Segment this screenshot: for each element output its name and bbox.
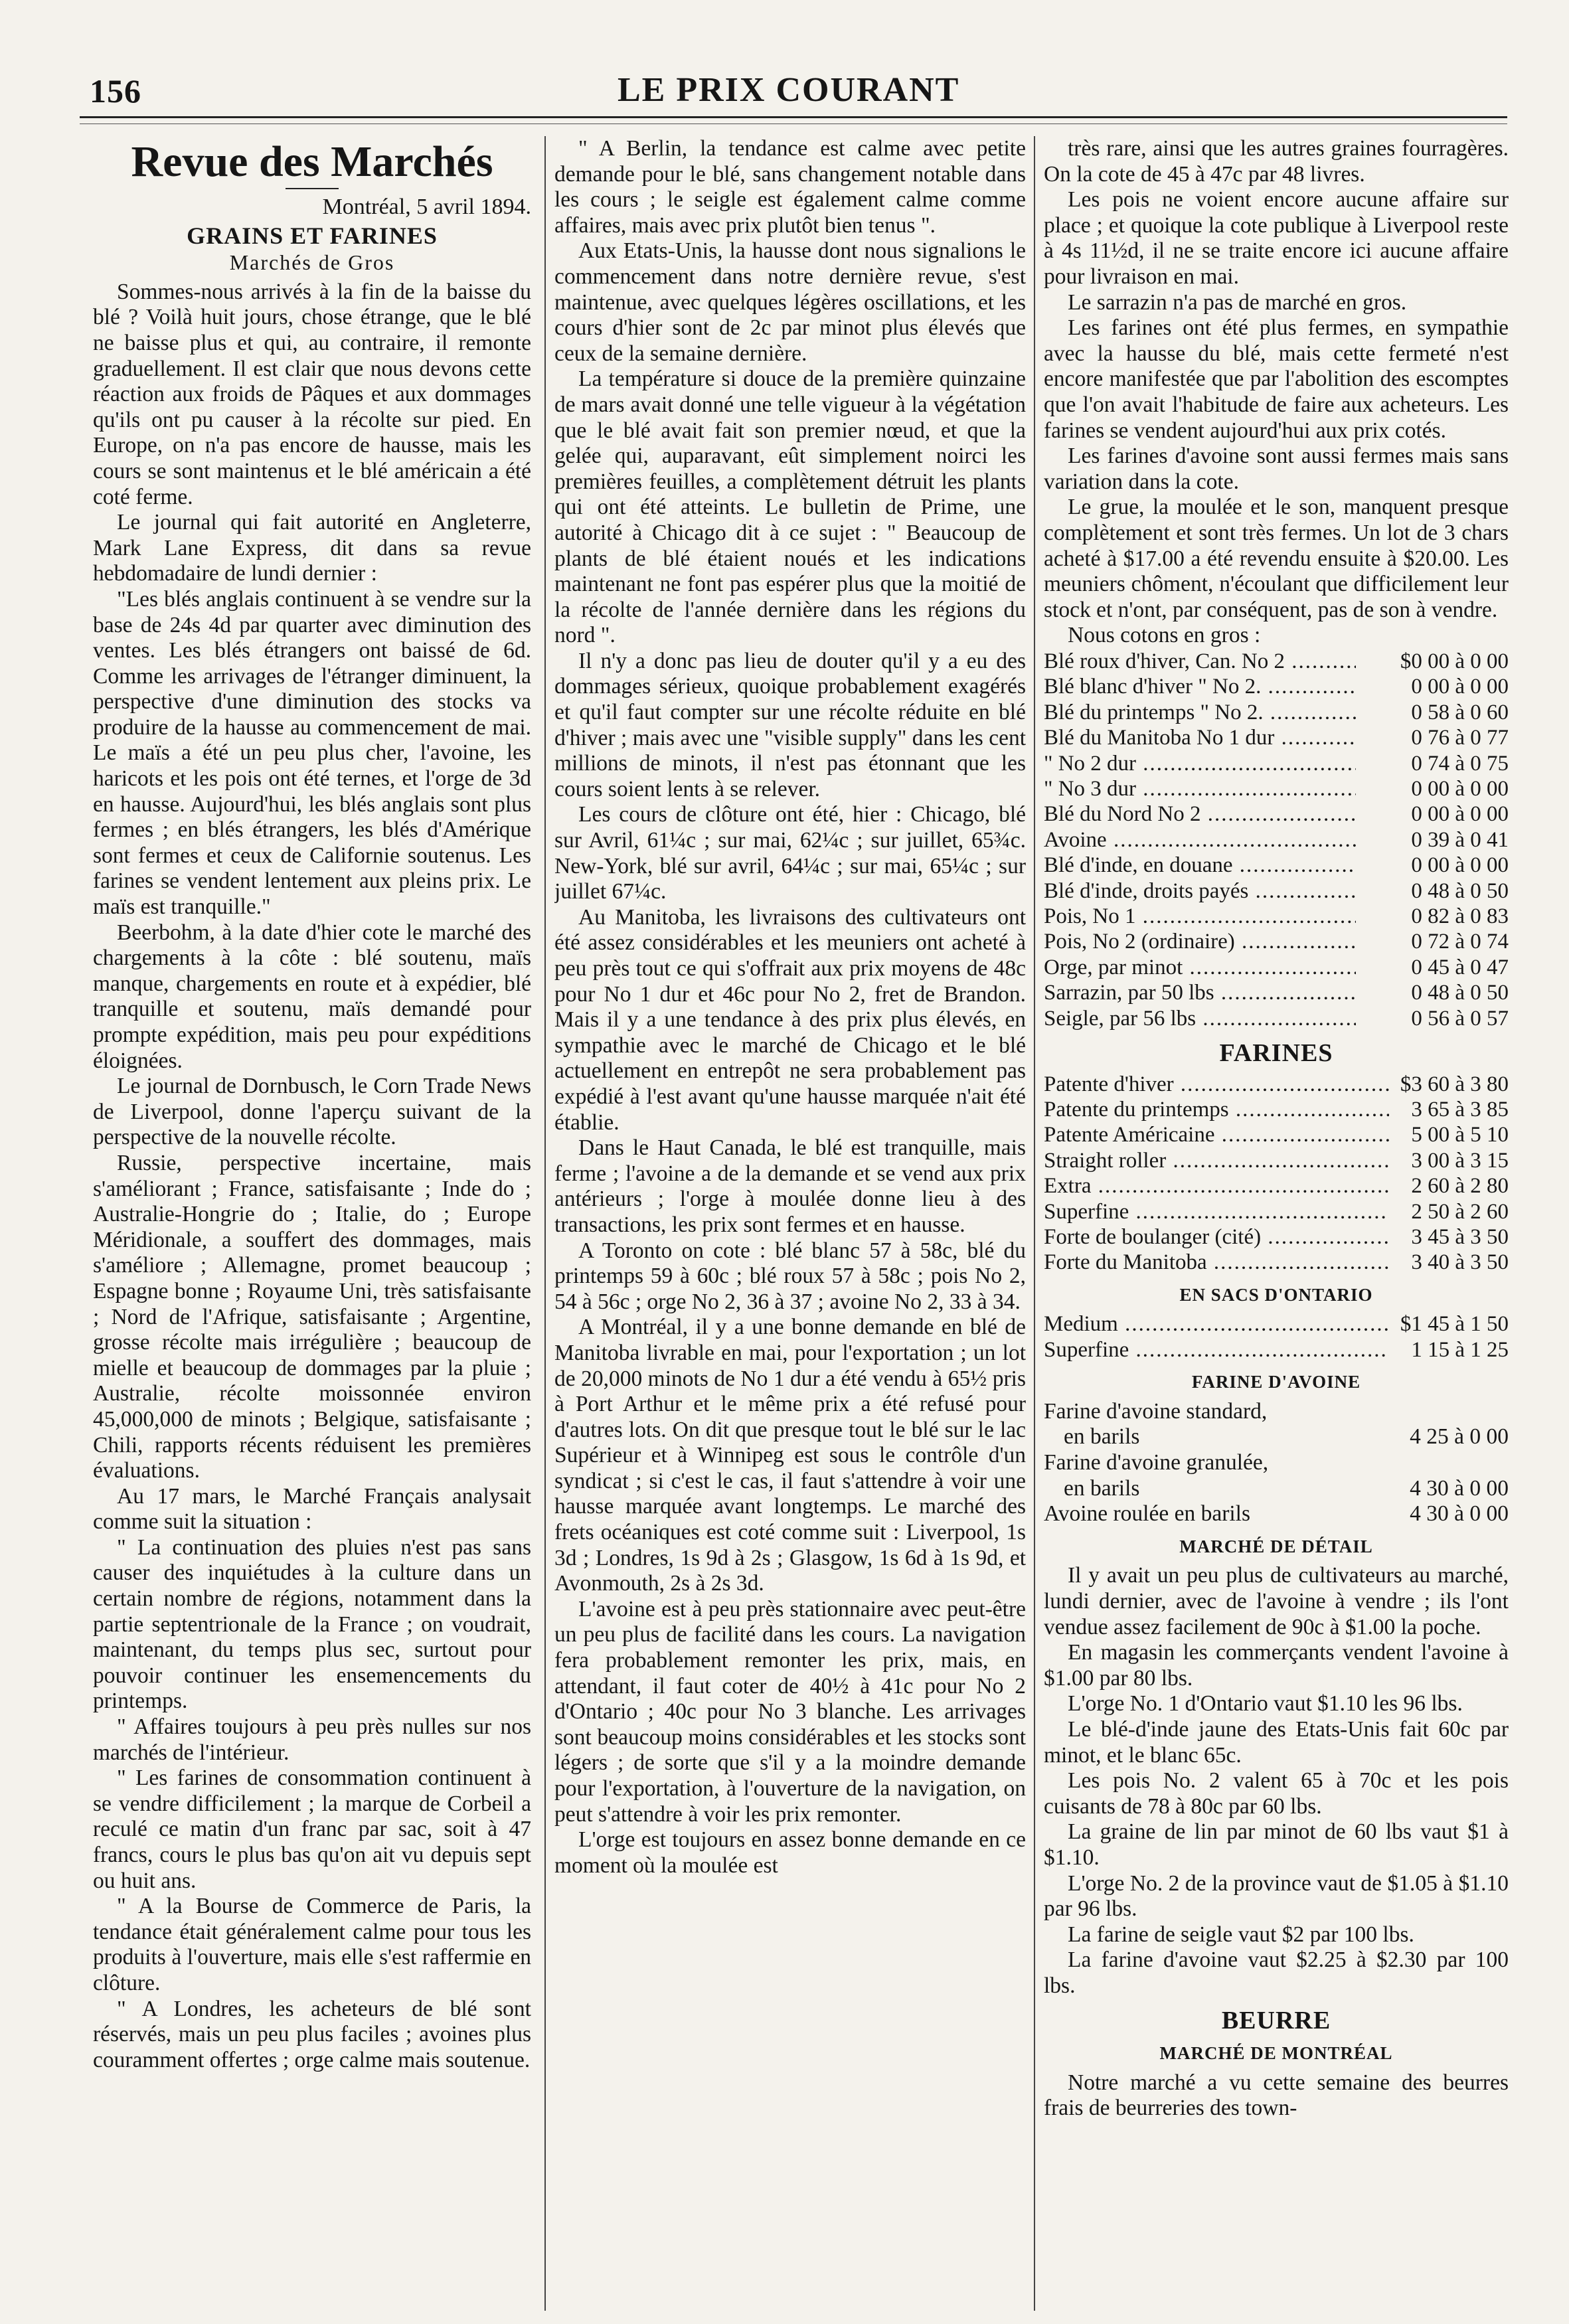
paragraph: Au 17 mars, le Marché Français analysait comme suit la situation : bbox=[93, 1483, 531, 1535]
price-value: 2 60 à 2 80 bbox=[1411, 1174, 1509, 1199]
paragraph: Le journal qui fait autorité en Angleterre, Mark Lane Express, dit dans sa revue hebdomadaire de lundi dernier : bbox=[93, 510, 531, 586]
dot-leader bbox=[1207, 1250, 1389, 1274]
price-row bbox=[1044, 1006, 1509, 1031]
price-label-cell bbox=[1044, 751, 1356, 776]
dot-leader bbox=[1135, 904, 1356, 928]
price-row bbox=[1044, 1097, 1509, 1122]
price-row bbox=[1044, 1337, 1509, 1363]
price-value: 0 00 à 0 00 bbox=[1411, 675, 1509, 699]
paragraph: très rare, ainsi que les autres graines fourragères. On la cote de 45 à 47c par 48 livres. bbox=[1044, 136, 1509, 187]
paragraph: Russie, perspective incertaine, mais s'améliorant ; France, satisfaisante ; Inde do ; Australie-Hongrie do ; Italie, do ; Europe Méridionale, a souffert des dommages, mais s'améliore ; Allemagne, promet beaucoup ; Espagne bonne ; Royaume Uni, très satisfaisante ; Nord de l'Afrique, satisfaisante ; Argentine, grosse récolte mais irrégulière ; beaucoup de mielle et beaucoup de dommages par la pluie ; Australie, récolte moissonnée environ 45,000,000 de minots ; Belgique, satisfaisante ; Chili, rapports récents réduisent les premières évaluations. bbox=[93, 1150, 531, 1483]
price-label-cell bbox=[1044, 1148, 1389, 1173]
price-value: 0 56 à 0 57 bbox=[1411, 1006, 1509, 1031]
price-value: 0 76 à 0 77 bbox=[1411, 726, 1509, 750]
paragraph: Dans le Haut Canada, le blé est tranquille, mais ferme ; l'avoine a de la demande et se vend aux prix antérieurs ; l'orge à moulée donne lieu à des transactions, les prix sont fermes et en hausse. bbox=[554, 1135, 1026, 1237]
grain-price-table bbox=[1044, 649, 1509, 1031]
dot-leader bbox=[1129, 1200, 1389, 1224]
price-label: Blé du printemps " No 2. bbox=[1044, 700, 1264, 724]
dot-leader bbox=[1196, 1007, 1356, 1031]
price-label: Seigle, par 56 lbs bbox=[1044, 1006, 1197, 1031]
price-value: 0 00 à 0 00 bbox=[1411, 776, 1509, 801]
dot-leader bbox=[1274, 726, 1356, 750]
price-value: 0 45 à 0 47 bbox=[1411, 955, 1509, 979]
price-label-cell bbox=[1044, 649, 1356, 674]
price-label-cell bbox=[1044, 1097, 1389, 1122]
paragraph: Les cours de clôture ont été, hier : Chicago, blé sur Avril, 61¼c ; sur mai, 62¼c ; sur juillet, 65¾c. New-York, blé sur avril, 64¼c ; sur mai, 65¼c ; sur juillet 67¼c. bbox=[554, 802, 1026, 904]
price-label-cell bbox=[1044, 1173, 1389, 1199]
price-row bbox=[1044, 801, 1509, 827]
price-label-cell bbox=[1044, 980, 1356, 1005]
dot-leader bbox=[1136, 777, 1356, 801]
dot-leader bbox=[1166, 1149, 1389, 1173]
price-label: Avoine bbox=[1044, 827, 1107, 852]
price-row bbox=[1044, 1072, 1509, 1097]
paragraph: L'orge No. 2 de la province vaut de $1.05 à $1.10 par 96 lbs. bbox=[1044, 1870, 1509, 1922]
dot-leader bbox=[1248, 879, 1356, 903]
price-row bbox=[1044, 700, 1509, 725]
paragraph: " Affaires toujours à peu près nulles sur nos marchés de l'intérieur. bbox=[93, 1714, 531, 1765]
price-row bbox=[1044, 853, 1509, 878]
price-row bbox=[1044, 1250, 1509, 1275]
dot-leader bbox=[1214, 981, 1356, 1005]
dot-leader bbox=[1229, 1098, 1389, 1121]
price-value: 3 65 à 3 85 bbox=[1411, 1097, 1509, 1121]
price-row bbox=[1044, 776, 1509, 801]
price-label-cell bbox=[1044, 1199, 1389, 1224]
price-label: Orge, par minot bbox=[1044, 955, 1183, 979]
paragraph: Les pois ne voient encore aucune affaire sur place ; et quoique la cote publique à Liverpool reste à 4s 11½d, il ne se traite encore ici aucune affaire pour livraison en mai. bbox=[1044, 187, 1509, 289]
price-row bbox=[1044, 751, 1509, 776]
paragraph: L'avoine est à peu près stationnaire avec peut-être un peu plus de facilité dans les cours. La navigation fera probablement remonter les prix, mais, en attendant, il faut coter de 40½ à 41c pour No 2 d'Ontario ; 40c pour No 3 blanche. Les arrivages sont beaucoup moins considérables et les stocks sont légers ; de sorte que s'il y a la moindre demande pour l'exportation, à l'ouverture de la navigation, on peut s'attendre à voir les prix remonter. bbox=[554, 1596, 1026, 1827]
dot-leader bbox=[1285, 649, 1356, 673]
price-label: Pois, No 2 (ordinaire) bbox=[1044, 930, 1235, 954]
price-row bbox=[1044, 1122, 1509, 1147]
paragraph: " A Londres, les acheteurs de blé sont réservés, mais un peu plus faciles ; avoines plus couramment offertes ; orge calme mais soutenue. bbox=[93, 1996, 531, 2072]
paragraph: Il y avait un peu plus de cultivateurs au marché, lundi dernier, avec de l'avoine à vendre ; ils l'ont vendue assez facilement de 90c à $1.00 la poche. bbox=[1044, 1563, 1509, 1639]
paragraph: Au Manitoba, les livraisons des cultivateurs ont été assez considérables et les meuniers ont acheté à peu près tout ce qui s'offrait aux prix moyens de 48c pour No 1 dur et 46c pour No 2, fret de Brandon. Mais il y a une tendance à des prix plus élevés, en sympathie avec le marché de Chicago et le blé actuellement en entrepôt ne sera probablement pas expédié à l'est avant qu'une hausse marquée n'ait été établie. bbox=[554, 904, 1026, 1135]
price-value: 0 00 à 0 00 bbox=[1411, 853, 1509, 878]
price-label: Patente Américaine bbox=[1044, 1123, 1215, 1147]
price-row bbox=[1044, 1311, 1509, 1337]
price-value: 3 00 à 3 15 bbox=[1411, 1148, 1509, 1173]
dot-leader bbox=[1118, 1312, 1389, 1336]
price-label-cell bbox=[1044, 1311, 1389, 1337]
sacs-heading: EN SACS D'ONTARIO bbox=[1179, 1284, 1373, 1305]
paragraph: " A Berlin, la tendance est calme avec petite demande pour le blé, sans changement notable dans les cours ; le seigle est également calme comme affaires, mais avec prix plutôt bien tenus ". bbox=[554, 136, 1026, 238]
price-label-cell bbox=[1044, 1072, 1389, 1097]
price-row bbox=[1044, 929, 1509, 954]
paragraph: Les pois No. 2 valent 65 à 70c et les pois cuisants de 78 à 80c par 60 lbs. bbox=[1044, 1768, 1509, 1819]
price-label-cell bbox=[1044, 725, 1356, 750]
avoine-roulee-price: 4 30 à 0 00 bbox=[1410, 1501, 1509, 1527]
paragraph: Sommes-nous arrivés à la fin de la baisse du blé ? Voilà huit jours, chose étrange, que le blé ne baisse plus et qui, au contraire, il remonte graduellement. Il est clair que nous devons cette réaction aux froids de Pâques et aux dommages qu'ils ont pu causer à la récolte sur pied. En Europe, on n'a pas encore de hausse, mais les cours se sont maintenus et le blé américain a été coté ferme. bbox=[93, 279, 531, 509]
price-label-cell bbox=[1044, 853, 1356, 878]
paragraph: Notre marché a vu cette semaine des beurres frais de beurreries des town- bbox=[1044, 2070, 1509, 2121]
price-label: " No 3 dur bbox=[1044, 776, 1137, 801]
price-label: " No 2 dur bbox=[1044, 751, 1137, 776]
price-value: 0 48 à 0 50 bbox=[1411, 981, 1509, 1005]
paragraph: Le journal de Dornbusch, le Corn Trade News de Liverpool, donne l'aperçu suivant de la perspective de la nouvelle récolte. bbox=[93, 1074, 531, 1150]
price-label-cell bbox=[1044, 1224, 1389, 1250]
dot-leader bbox=[1261, 1225, 1389, 1249]
price-value: 5 00 à 5 10 bbox=[1411, 1123, 1509, 1147]
price-value: 0 82 à 0 83 bbox=[1411, 904, 1509, 928]
dot-leader bbox=[1261, 675, 1356, 699]
beurre-heading: BEURRE bbox=[1221, 2007, 1331, 2035]
section-heading: GRAINS ET FARINES bbox=[187, 222, 438, 249]
paragraph: Le grue, la moulée et le son, manquent presque complètement et sont très fermes. Un lot de 3 chars acheté à $17.00 a été revendu ensuite à $20.00. Les meuniers chôment, n'écoulant que difficilement leur stock et n'ont, par conséquent, pas de son à vendre. bbox=[1044, 495, 1509, 622]
avoine-item-price: 4 30 à 0 00 bbox=[1410, 1475, 1509, 1501]
avoine-heading: FARINE D'AVOINE bbox=[1191, 1372, 1361, 1392]
paragraph: L'orge No. 1 d'Ontario vaut $1.10 les 96 lbs. bbox=[1068, 1691, 1463, 1716]
paragraph: En magasin les commerçants vendent l'avoine à $1.00 par 80 lbs. bbox=[1044, 1640, 1509, 1691]
paragraph: Aux Etats-Unis, la hausse dont nous signalions le commencement dans notre dernière revue, s'est maintenue, avec quelques légères oscillations, et les cours d'hier sont de 2c par minot plus élevés que ceux de la semaine dernière. bbox=[554, 238, 1026, 366]
price-row bbox=[1044, 1148, 1509, 1173]
price-label: Superfine bbox=[1044, 1199, 1129, 1224]
price-value: 0 00 à 0 00 bbox=[1411, 802, 1509, 827]
sacs-price-table bbox=[1044, 1311, 1509, 1363]
price-value: 1 15 à 1 25 bbox=[1411, 1337, 1509, 1362]
paragraph: L'orge est toujours en assez bonne demande en ce moment où la moulée est bbox=[554, 1827, 1026, 1878]
publication-title: LE PRIX COURANT bbox=[618, 71, 960, 109]
paragraph: La graine de lin par minot de 60 lbs vaut $1 à $1.10. bbox=[1044, 1819, 1509, 1870]
paragraph: A Montréal, il y a une bonne demande en blé de Manitoba livrable en mai, pour l'exportation ; un lot de 20,000 minots de No 1 dur a été vendu à 65½ pris à Port Arthur et le même prix a été refusé pour d'autres lots. On dit que presque tout le blé sur le lac Supérieur et à Winnipeg est sous le contrôle d'un syndicat ; si c'est le cas, il faut s'attendre à voir une hausse marquée avant longtemps. Le marché des frets océaniques est coté comme suit : Liverpool, 1s 3d ; Londres, 1s 9d à 2s ; Glasgow, 1s 6d à 1s 9d, et Avonmouth, 2s à 2s 3d. bbox=[554, 1315, 1026, 1596]
avoine-item-row bbox=[1044, 1424, 1509, 1450]
avoine-roulee-label: Avoine roulée en barils bbox=[1044, 1501, 1251, 1527]
paragraph: Il n'y a donc pas lieu de douter qu'il y a eu des dommages sérieux, quoique probablement exagérés et qu'il faut compter sur une récolte réduite en blé d'hiver ; mais avec une "visible supply" dans les cent millions de minots, il n'est pas étonnant que les cours soient lents à se relever. bbox=[554, 648, 1026, 801]
price-value: 0 58 à 0 60 bbox=[1411, 700, 1509, 724]
price-row bbox=[1044, 1224, 1509, 1250]
price-label: Blé d'inde, droits payés bbox=[1044, 878, 1249, 903]
price-value: $1 45 à 1 50 bbox=[1400, 1312, 1509, 1337]
price-row bbox=[1044, 827, 1509, 853]
price-label: Sarrazin, par 50 lbs bbox=[1044, 981, 1214, 1005]
price-value: $0 00 à 0 00 bbox=[1400, 649, 1509, 673]
price-value: 0 39 à 0 41 bbox=[1411, 827, 1509, 852]
column-1 bbox=[93, 136, 531, 2311]
paragraph: " A la Bourse de Commerce de Paris, la tendance était généralement calme pour tous les produits à l'ouverture, mais elle s'est raffermie en clôture. bbox=[93, 1894, 531, 1995]
dot-leader bbox=[1091, 1174, 1389, 1198]
dot-leader bbox=[1107, 828, 1356, 852]
price-label: Blé du Manitoba No 1 dur bbox=[1044, 726, 1275, 750]
price-row bbox=[1044, 1173, 1509, 1199]
price-label-cell bbox=[1044, 827, 1356, 853]
dot-leader bbox=[1200, 802, 1356, 826]
column-2 bbox=[554, 136, 1026, 2311]
avoine-roulee-row bbox=[1044, 1501, 1509, 1527]
dot-leader bbox=[1136, 752, 1356, 776]
paragraph: La farine d'avoine vaut $2.25 à $2.30 par 100 lbs. bbox=[1044, 1948, 1509, 1998]
avoine-item-price: 4 25 à 0 00 bbox=[1410, 1424, 1509, 1450]
avoine-item-unit: en barils bbox=[1064, 1475, 1140, 1501]
price-label-cell bbox=[1044, 955, 1356, 980]
price-label-cell bbox=[1044, 929, 1356, 954]
dot-leader bbox=[1214, 1123, 1389, 1147]
price-label-cell bbox=[1044, 776, 1356, 801]
dateline: Montréal, 5 avril 1894. bbox=[322, 195, 531, 219]
price-row bbox=[1044, 980, 1509, 1005]
farines-price-table bbox=[1044, 1072, 1509, 1276]
price-row bbox=[1044, 649, 1509, 674]
paragraph: Nous cotons en gros : bbox=[1068, 623, 1261, 648]
price-value: 0 72 à 0 74 bbox=[1411, 930, 1509, 954]
article-title: Revue des Marchés bbox=[131, 137, 493, 186]
price-row bbox=[1044, 904, 1509, 929]
avoine-item-unit: en barils bbox=[1064, 1424, 1140, 1450]
avoine-item-name: Farine d'avoine granulée, bbox=[1044, 1450, 1269, 1475]
header-rule bbox=[80, 116, 1507, 118]
paragraph: Les farines ont été plus fermes, en sympathie avec la hausse du blé, mais cette fermeté n'est encore manifestée que par l'abolition des escomptes que l'on avait l'habitude de faire aux acheteurs. Les farines se vendent aujourd'hui aux prix cotés. bbox=[1044, 315, 1509, 443]
price-label: Pois, No 1 bbox=[1044, 904, 1136, 928]
page-number: 156 bbox=[90, 72, 141, 110]
price-label: Blé blanc d'hiver " No 2. bbox=[1044, 675, 1262, 699]
column-divider bbox=[1034, 136, 1035, 2311]
subsection-heading: Marchés de Gros bbox=[229, 250, 395, 275]
price-row bbox=[1044, 1199, 1509, 1224]
dot-leader bbox=[1129, 1338, 1389, 1362]
price-row bbox=[1044, 725, 1509, 750]
price-label-cell bbox=[1044, 1250, 1389, 1275]
paragraph: "Les blés anglais continuent à se vendre sur la base de 24s 4d par quarter avec diminution des ventes. Les blés étrangers ont baissé de 6d. Comme les arrivages de l'étranger diminuent, la perspective d'une diminution des stocks va produire de la hausse au commencement de mai. Le maïs a été un peu plus cher, l'avoine, les haricots et les pois ont été ternes, et l'orge de 3d en hausse. Aujourd'hui, les blés anglais sont plus fermes ; en blés étrangers, les blés d'Amérique sont fermes et ceux de Californie soutenus. Les farines se vendent lentement aux pleins prix. Le maïs est tranquille." bbox=[93, 586, 531, 920]
price-label: Straight roller bbox=[1044, 1148, 1167, 1173]
price-label-cell bbox=[1044, 1122, 1389, 1147]
dot-leader bbox=[1183, 955, 1356, 979]
paragraph: Beerbohm, à la date d'hier cote le marché des chargements à la côte : blé soutenu, maïs manque, chargements en route et à expédier, blé tranquille et soutenu, maïs demandé pour prompte expédition, mais peu pour expéditions éloignées. bbox=[93, 920, 531, 1073]
price-row bbox=[1044, 955, 1509, 980]
price-label: Superfine bbox=[1044, 1337, 1129, 1362]
title-rule bbox=[286, 188, 339, 189]
price-row bbox=[1044, 878, 1509, 904]
dot-leader bbox=[1235, 930, 1356, 954]
beurre-subheading: MARCHÉ DE MONTRÉAL bbox=[1159, 2043, 1393, 2064]
paragraph: La farine de seigle vaut $2 par 100 lbs. bbox=[1068, 1922, 1414, 1947]
paragraph: " Les farines de consommation continuent à se vendre difficilement ; la marque de Corbeil a reculé ce matin d'un franc par sac, soit à 47 francs, cours le plus bas qu'on ait vu depuis sept ou huit ans. bbox=[93, 1766, 531, 1893]
price-value: 0 74 à 0 75 bbox=[1411, 751, 1509, 776]
price-value: $3 60 à 3 80 bbox=[1400, 1072, 1509, 1096]
price-label: Extra bbox=[1044, 1174, 1092, 1199]
price-label: Blé d'inde, en douane bbox=[1044, 853, 1233, 878]
paragraph: La température si douce de la première quinzaine de mars avait donné une telle vigueur à la végétation que le blé avait fait son premier nœud, et que la gelée qui, auparavant, eût simplement noirci les premières feuilles, a complètement détruit les plants qui ont été atteints. Le bulletin de Prime, une autorité à Chicago dit à ce sujet : " Beaucoup de plants de blé étaient noués et les indications maintenant ne font pas espérer plus que la moitié de la récolte de l'année dernière dans les régions du nord ". bbox=[554, 367, 1026, 648]
price-label: Patente du printemps bbox=[1044, 1097, 1229, 1121]
price-label-cell bbox=[1044, 674, 1356, 699]
avoine-item-name: Farine d'avoine standard, bbox=[1044, 1398, 1268, 1424]
price-label-cell bbox=[1044, 904, 1356, 929]
avoine-price-list bbox=[1044, 1399, 1509, 1527]
price-value: 3 40 à 3 50 bbox=[1411, 1250, 1509, 1275]
column-divider bbox=[544, 136, 546, 2311]
price-value: 2 50 à 2 60 bbox=[1411, 1199, 1509, 1224]
dot-leader bbox=[1233, 853, 1356, 877]
price-value: 3 45 à 3 50 bbox=[1411, 1225, 1509, 1249]
paragraph: Le blé-d'inde jaune des Etats-Unis fait 60c par minot, et le blanc 65c. bbox=[1044, 1716, 1509, 1768]
price-label-cell bbox=[1044, 1006, 1356, 1031]
paragraph: " La continuation des pluies n'est pas sans causer des inquiétudes à la culture dans un certain nombre de régions, notamment dans la partie septentrionale de la France ; on voudrait, maintenant, du temps plus sec, surtout pour pouvoir continuer les ensemencements du printemps. bbox=[93, 1535, 531, 1714]
price-label: Blé roux d'hiver, Can. No 2 bbox=[1044, 649, 1285, 673]
paragraph: A Toronto on cote : blé blanc 57 à 58c, blé du printemps 59 à 60c ; blé roux 57 à 58c ; pois No 2, 54 à 56c ; orge No 2, 36 à 37 ; avoine No 2, 33 à 34. bbox=[554, 1238, 1026, 1314]
paragraph: Le sarrazin n'a pas de marché en gros. bbox=[1068, 290, 1407, 315]
price-label: Medium bbox=[1044, 1312, 1118, 1337]
price-value: 0 48 à 0 50 bbox=[1411, 878, 1509, 903]
farines-heading: FARINES bbox=[1219, 1038, 1333, 1067]
price-label-cell bbox=[1044, 700, 1356, 725]
price-label: Blé du Nord No 2 bbox=[1044, 802, 1201, 827]
price-label-cell bbox=[1044, 801, 1356, 827]
column-3 bbox=[1044, 136, 1509, 2311]
paragraph: Les farines d'avoine sont aussi fermes mais sans variation dans la cote. bbox=[1044, 444, 1509, 494]
dot-leader bbox=[1264, 701, 1356, 724]
dot-leader bbox=[1174, 1072, 1389, 1096]
detail-heading: MARCHÉ DE DÉTAIL bbox=[1179, 1536, 1373, 1556]
price-label: Forte du Manitoba bbox=[1044, 1250, 1207, 1275]
price-row bbox=[1044, 674, 1509, 699]
price-label: Patente d'hiver bbox=[1044, 1072, 1174, 1096]
price-label-cell bbox=[1044, 878, 1356, 904]
avoine-item-row bbox=[1044, 1476, 1509, 1502]
price-label: Forte de boulanger (cité) bbox=[1044, 1225, 1262, 1249]
price-label-cell bbox=[1044, 1337, 1389, 1363]
